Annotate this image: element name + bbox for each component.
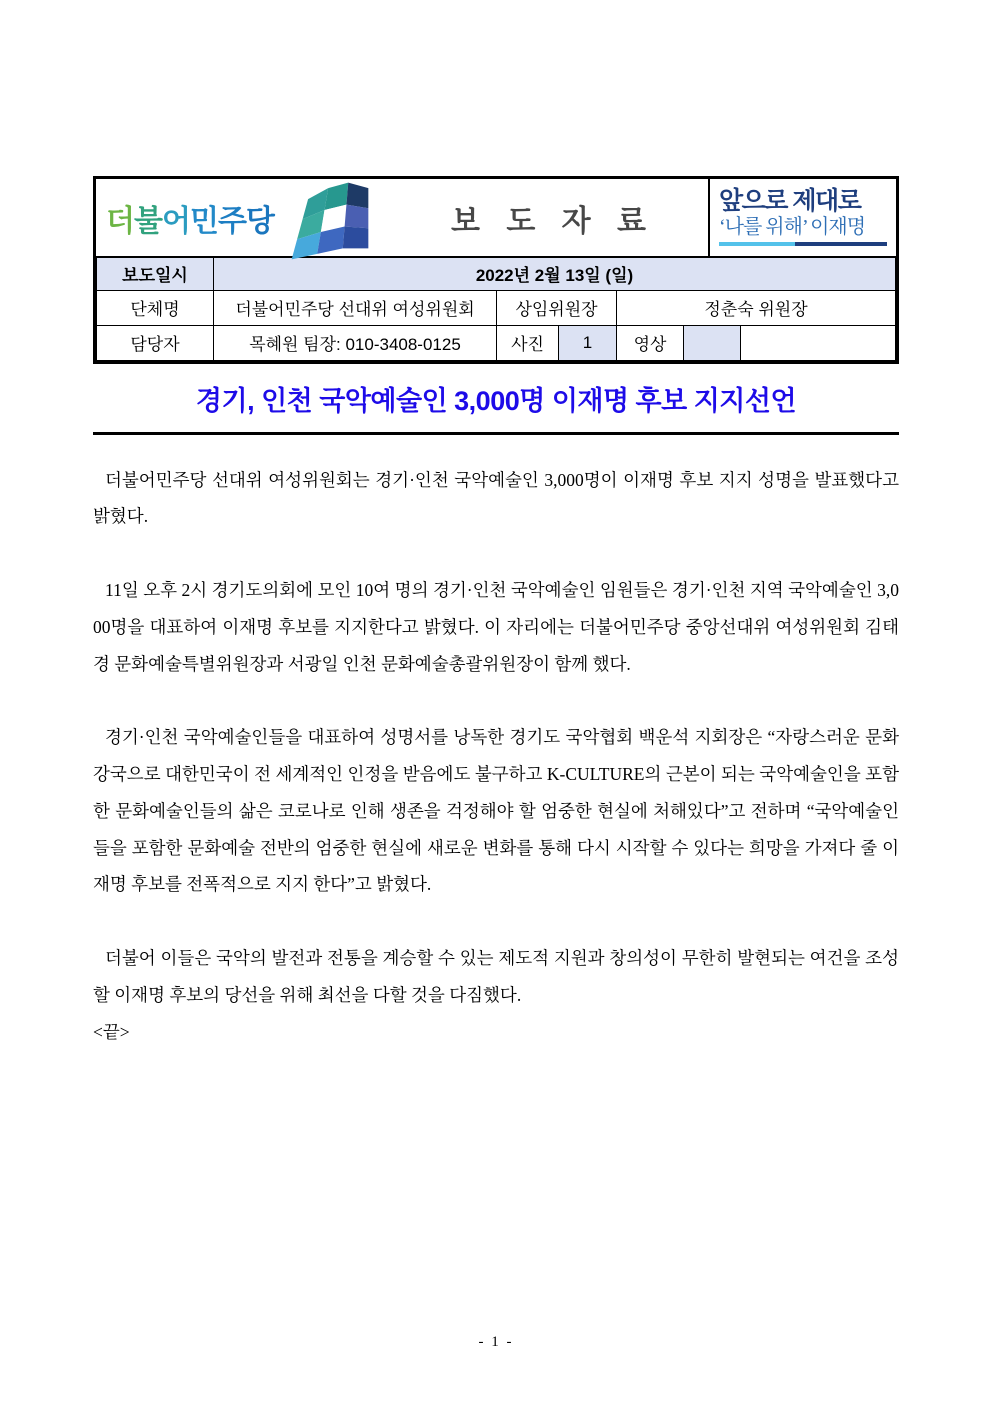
empty-cell — [741, 325, 896, 360]
press-date-value: 2022년 2월 13일 (일) — [214, 257, 896, 290]
contact-value: 목혜원 팀장: 010-3408-0125 — [214, 325, 497, 360]
video-count — [684, 325, 741, 360]
doc-type-label: 보 도 자 료 — [451, 204, 655, 238]
press-date-label: 보도일시 — [97, 257, 214, 290]
closing-mark: <끝> — [93, 1021, 130, 1042]
video-label: 영상 — [617, 325, 684, 360]
paragraph-1: 더불어민주당 선대위 여성위원회는 경기·인천 국악예술인 3,000명이 이재명 후보 지지 성명을 발표했다고 밝혔다. — [93, 469, 899, 527]
chair-label: 상임위원장 — [497, 290, 617, 325]
table-row-press-date — [97, 257, 896, 290]
press-title: 경기, 인천 국악예술인 3,000명 이재명 후보 지지선언 — [195, 385, 797, 416]
document-content — [93, 176, 899, 1050]
title-divider — [93, 432, 899, 435]
photo-label: 사진 — [497, 325, 559, 360]
photo-count: 1 — [559, 325, 617, 360]
chair-value: 정춘숙 위원장 — [617, 290, 896, 325]
party-name: 더불어민주당 — [106, 204, 274, 238]
press-release-header-box — [93, 176, 899, 364]
party-flag-icon — [277, 179, 383, 263]
org-value: 더불어민주당 선대위 여성위원회 — [214, 290, 497, 325]
slogan-underline — [719, 242, 887, 246]
press-body — [93, 462, 899, 1051]
paragraph-2: 11일 오후 2시 경기도의회에 모인 10여 명의 경기·인천 국악예술인 임원들은 경기·인천 지역 국악예술인 3,000명을 대표하여 이재명 후보를 지지한다고 밝혔다. 이 자리에는 더불어민주당 중앙선대위 여성위원회 김태경 문화예술특별위원장과 서광일 인천 문화예술총괄위원장이 함께 했다. — [93, 580, 899, 674]
page-number: - 1 - — [478, 1334, 514, 1350]
org-label: 단체명 — [97, 290, 214, 325]
header-row — [96, 179, 896, 256]
contact-label: 담당자 — [97, 325, 214, 360]
table-row-contact — [97, 325, 896, 360]
press-info-table — [96, 256, 896, 361]
party-logo — [96, 179, 398, 256]
table-row-organization — [97, 290, 896, 325]
slogan-line2: ‘나를 위해’ 이재명 — [719, 216, 866, 238]
campaign-slogan — [708, 179, 896, 256]
slogan-line1: 앞으로 제대로 — [719, 186, 861, 215]
paragraph-4: 더불어 이들은 국악의 발전과 전통을 계승할 수 있는 제도적 지원과 창의성이 무한히 발현되는 여건을 조성할 이재명 후보의 당선을 위해 최선을 다할 것을 다짐했다. — [93, 948, 899, 1005]
paragraph-3: 경기·인천 국악예술인들을 대표하여 성명서를 낭독한 경기도 국악협회 백운석 지회장은 “자랑스러운 문화강국으로 대한민국이 전 세계적인 인정을 받음에도 불구하고 K-CULTURE의 근본이 되는 국악예술인을 포함한 문화예술인들의 삶은 코로나로 인해 생존을 걱정해야 할 엄중한 현실에 처해있다”고 전하며 “국악예술인들을 포함한 문화예술 전반의 엄중한 현실에 새로운 변화를 통해 다시 시작할 수 있다는 희망을 가져다 줄 이재명 후보를 전폭적으로 지지 한다”고 밝혔다. — [93, 727, 899, 895]
